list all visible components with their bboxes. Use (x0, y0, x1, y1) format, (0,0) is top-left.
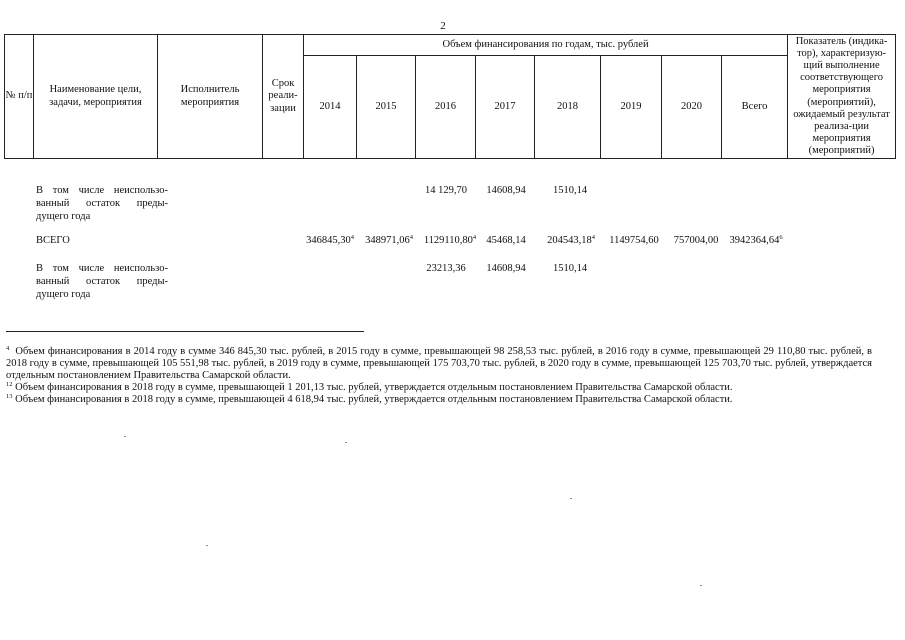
row-3-label: В том числе неиспользо-ванный остаток преды-дущего года (36, 263, 168, 300)
footnotes (6, 346, 872, 406)
header-executor: Исполнитель мероприятия (158, 35, 263, 159)
header-name: Наименование цели, задачи, мероприятия (34, 35, 158, 159)
header-year-2019: 2019 (601, 56, 662, 159)
footnote-4 (6, 346, 872, 382)
row-1-label: В том числе неиспользо-ванный остаток преды-дущего года (36, 185, 168, 222)
footnote-12 (6, 382, 872, 394)
header-year-2020: 2020 (662, 56, 722, 159)
row-2-value-2020: 757004,00 (673, 235, 719, 246)
row-2-value-total: 3942364,64$^6$ (729, 234, 783, 246)
footnote-12-mark: 12 (6, 381, 13, 388)
header-year-2014: 2014 (304, 56, 357, 159)
footnote-4-text: Объем финансирования в 2014 году в сумме 346 845,30 тыс. рублей, в 2015 году в сумме, превышающей 98 258,53 тыс. рублей, в 2016 году в сумме, превышающей 29 110,80 тыс. рублей, в 2018 году в сумме, превышающей 105 551,98 тыс. рублей, в 2019 году в сумме, превышающей 175 703,70 тыс. рублей, в 2020 году в сумме, превышающей 125 703,70 тыс. рублей, утверждается отдельным постановлением Правительства Самарской области. (6, 346, 873, 381)
row-1-value-2016: 14 129,70 (425, 185, 467, 196)
header-year-2018: 2018 (535, 56, 601, 159)
scan-speck (345, 442, 347, 443)
scan-speck (570, 498, 572, 499)
header-year-2015: 2015 (357, 56, 416, 159)
row-2-value-2019: 1149754,60 (609, 235, 659, 246)
row-2-value-2017: 45468,14 (486, 235, 526, 246)
scan-speck (124, 436, 126, 437)
row-2-value-2014: 346845,30$^4$ (306, 234, 354, 246)
row-3-value-2017: 14608,94 (486, 263, 526, 274)
row-2-label: ВСЕГО (36, 235, 70, 246)
header-term: Срок реали-зации (263, 35, 304, 159)
row-1-value-2018: 1510,14 (552, 185, 588, 196)
header-total: Всего (722, 56, 788, 159)
row-2-value-2016: 1129110,80$^4$ (423, 234, 477, 246)
header-no: № п/п (5, 35, 34, 159)
header-year-2017: 2017 (476, 56, 535, 159)
scan-speck (206, 545, 208, 546)
footnote-13-mark: 13 (6, 393, 13, 400)
header-funding-group: Объем финансирования по годам, тыс. рублей (304, 35, 788, 56)
footnote-13 (6, 394, 872, 406)
row-2-value-2015: 348971,06$^4$ (365, 234, 413, 246)
row-1-value-2017: 14608,94 (486, 185, 526, 196)
footnote-12-text: Объем финансирования в 2018 году в сумме, превышающей 1 201,13 тыс. рублей, утверждается отдельным постановлением Правительства Самарской области. (15, 382, 733, 393)
row-3-value-2018: 1510,14 (552, 263, 588, 274)
scan-speck (700, 585, 702, 586)
row-3-value-2016: 23213,36 (426, 263, 466, 274)
footnote-4-mark: 4 (6, 345, 10, 352)
footnote-13-text: Объем финансирования в 2018 году в сумме, превышающей 4 618,94 тыс. рублей, утверждается отдельным постановлением Правительства Самарской области. (15, 394, 733, 405)
row-2-value-2018: 204543,18$^4$ (547, 234, 595, 246)
footnote-separator (6, 331, 364, 332)
page-number: 2 (440, 20, 446, 32)
header-year-2016: 2016 (416, 56, 476, 159)
header-indicator: Показатель (индика-тор), характеризую-щий выполнение соответствующего мероприятия (мероприятий), ожидаемый результат реализа-ции мероприятия (мероприятий) (788, 35, 896, 159)
